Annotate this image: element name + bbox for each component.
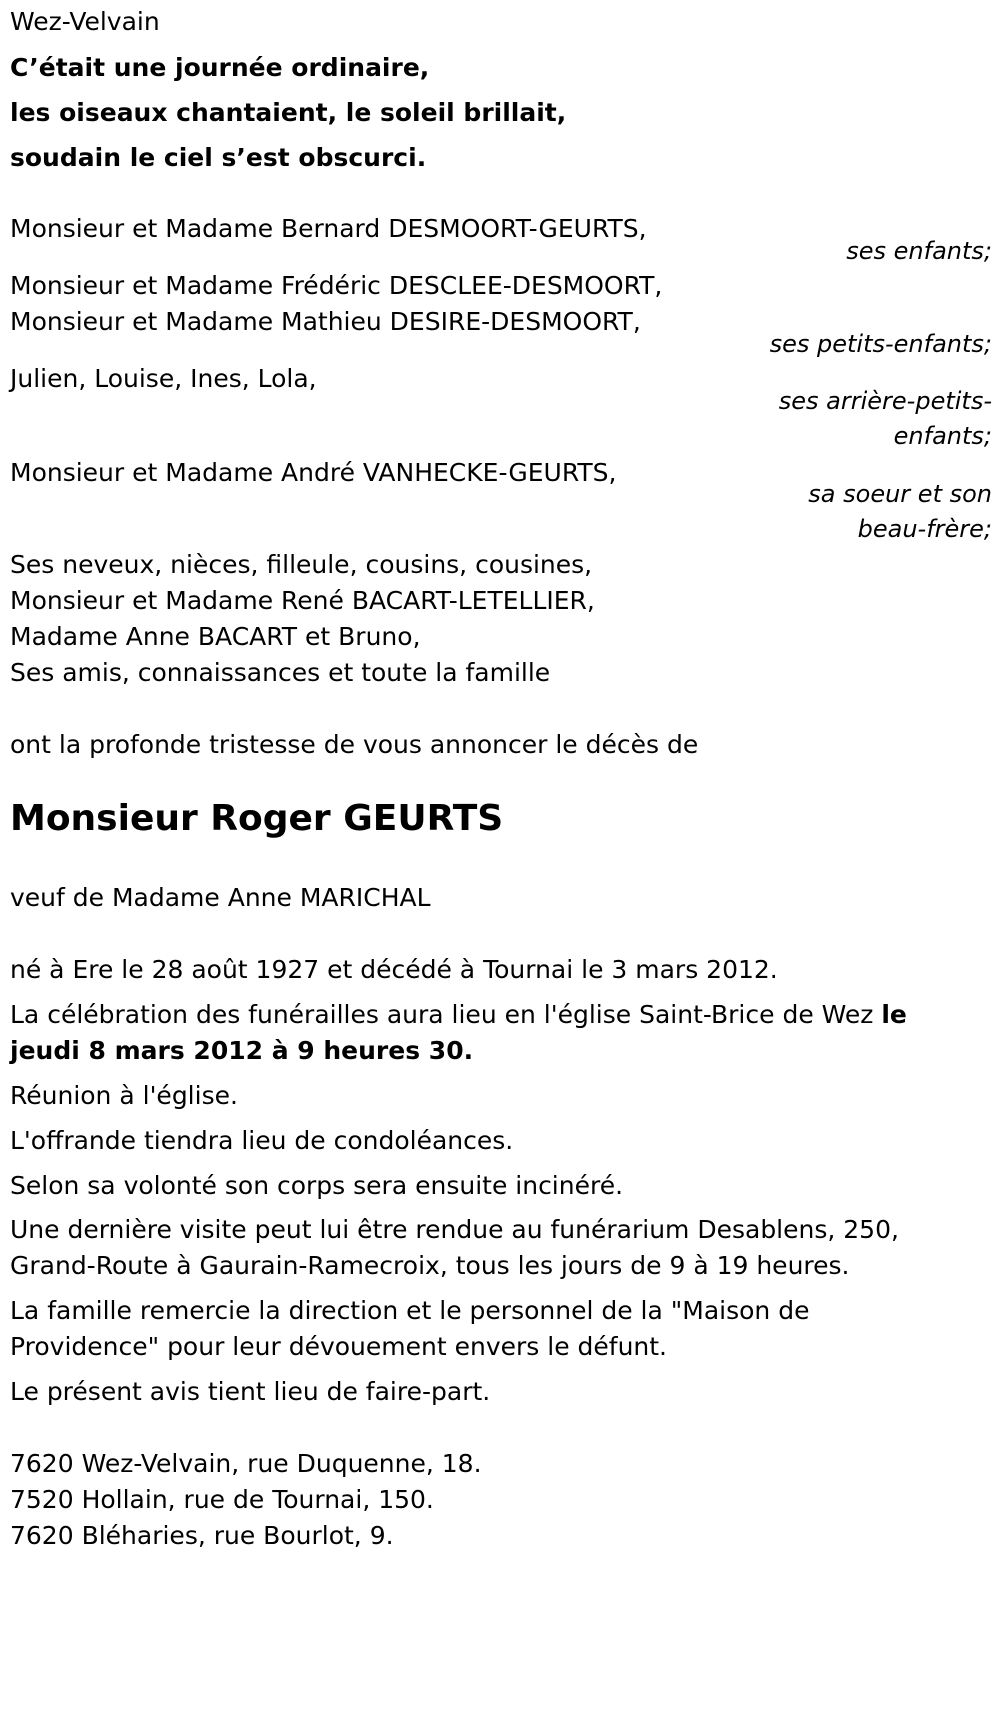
others-line-2: Monsieur et Madame René BACART-LETELLIER, [10, 586, 595, 615]
sibling-role-1: sa soeur et son [808, 480, 992, 508]
ceremony-date-start: le [881, 1000, 907, 1029]
announcement: ont la profonde tristesse de vous annoncer le décès de [10, 730, 699, 759]
grandchildren-line-2: Monsieur et Madame Mathieu DESIRE-DESMOORT, [10, 307, 641, 336]
thanks-line-2: Providence" pour leur dévouement envers le défunt. [10, 1332, 668, 1361]
great-grandchildren-line: Julien, Louise, Ines, Lola, [10, 364, 317, 393]
cremation-line: Selon sa volonté son corps sera ensuite incinéré. [10, 1171, 624, 1200]
ceremony-line-1 [10, 997, 907, 1033]
grandchildren-line-1: Monsieur et Madame Frédéric DESCLEE-DESMOORT, [10, 271, 663, 300]
address-1: 7620 Wez-Velvain, rue Duquenne, 18. [10, 1449, 482, 1478]
children-line-1: Monsieur et Madame Bernard DESMOORT-GEURTS, [10, 214, 647, 243]
location: Wez-Velvain [10, 7, 160, 36]
address-2: 7520 Hollain, rue de Tournai, 150. [10, 1485, 434, 1514]
ceremony-date: jeudi 8 mars 2012 à 9 heures 30. [10, 1036, 474, 1065]
birth-death-line: né à Ere le 28 août 1927 et décédé à Tournai le 3 mars 2012. [10, 955, 778, 984]
others-line-1: Ses neveux, nièces, filleule, cousins, cousines, [10, 550, 593, 579]
widower-line: veuf de Madame Anne MARICHAL [10, 883, 431, 912]
visit-line-1: Une dernière visite peut lui être rendue au funérarium Desablens, 250, [10, 1215, 899, 1244]
ceremony-text: La célébration des funérailles aura lieu en l'église Saint-Brice de Wez [10, 1000, 874, 1029]
others-line-3: Madame Anne BACART et Bruno, [10, 622, 421, 651]
deceased-name: Monsieur Roger GEURTS [10, 798, 504, 839]
great-grandchildren-role-1: ses arrière-petits- [778, 387, 992, 415]
sibling-role-2: beau-frère; [857, 515, 992, 543]
thanks-line-1: La famille remercie la direction et le personnel de la "Maison de [10, 1296, 810, 1325]
great-grandchildren-role-2: enfants; [893, 422, 992, 450]
offering-line: L'offrande tiendra lieu de condoléances. [10, 1126, 514, 1155]
children-role: ses enfants; [846, 237, 992, 265]
poem-line-1: C’était une journée ordinaire, [10, 53, 430, 82]
others-line-4: Ses amis, connaissances et toute la famille [10, 658, 551, 687]
visit-line-2: Grand-Route à Gaurain-Ramecroix, tous les jours de 9 à 19 heures. [10, 1251, 850, 1280]
poem-line-2: les oiseaux chantaient, le soleil brillait, [10, 98, 567, 127]
poem-line-3: soudain le ciel s’est obscurci. [10, 143, 427, 172]
grandchildren-role: ses petits-enfants; [769, 330, 992, 358]
sibling-line: Monsieur et Madame André VANHECKE-GEURTS, [10, 458, 617, 487]
address-3: 7620 Bléharies, rue Bourlot, 9. [10, 1521, 394, 1550]
notice-line: Le présent avis tient lieu de faire-part. [10, 1377, 491, 1406]
meeting-line: Réunion à l'église. [10, 1081, 238, 1110]
